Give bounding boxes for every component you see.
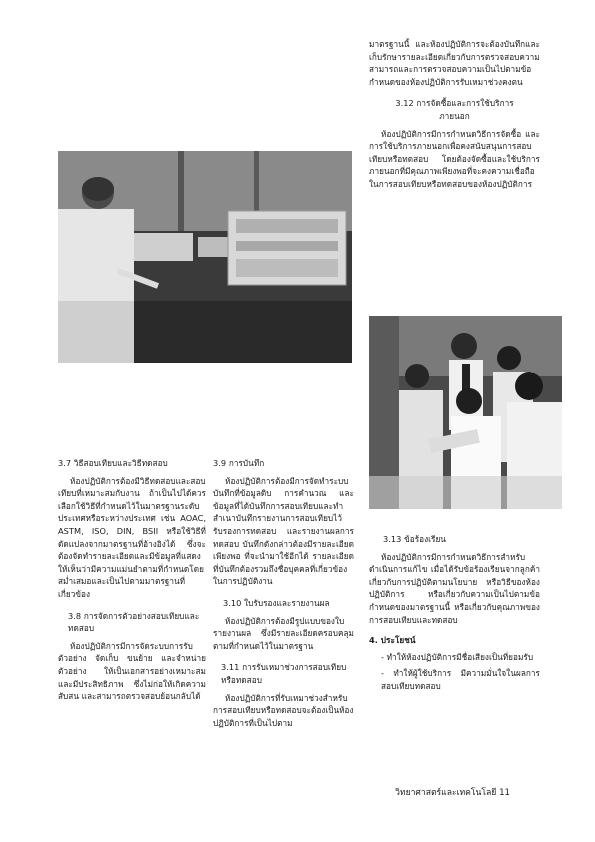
- lab-instrument-photo: [58, 151, 352, 363]
- bullet-reputation: - ทำให้ห้องปฏิบัติการมีชื่อเสียงเป็นที่ยอมรับ: [381, 651, 534, 662]
- heading-reports: 3.10 ใบรับรองและรายงานผล: [223, 597, 330, 608]
- middle-column: [213, 448, 354, 729]
- heading-records: 3.9 การบันทึก: [213, 458, 265, 468]
- paragraph-subcontract-continued: มาตรฐานนี้ และห้องปฏิบัติการจะต้องบันทึกและเก็บรักษารายละเอียดเกี่ยวกับการตรวจสอบความสามารถและการตรวจสอบความเป็นไปตามข้อกำหนดของห้องปฏิบัติการรับเหมาช่วงคงตน: [369, 39, 540, 87]
- paragraph-sample-handling: ห้องปฏิบัติการมีการจัดระบบการรับตัวอย่าง จัดเก็บ ขนย้าย และจำหน่ายตัวอย่าง ให้เป็นเอกสารอย่างเหมาะสมและมีประสิทธิภาพ ซึ่งไม่ก่อให้เกิดความสับสน และสามารถตรวจสอบย้อนกลับได้: [58, 640, 206, 702]
- heading-purchasing-services: 3.12 การจัดซื้อและการใช้บริการภายนอก: [395, 98, 514, 121]
- heading-benefits: 4. ประโยชน์: [369, 635, 416, 646]
- paragraph-subcontract: ห้องปฏิบัติการที่รับเหมาช่วงสำหรับการสอบเทียบหรือทดสอบจะต้องเป็นห้องปฏิบัติการที่เป็นไปตาม: [213, 692, 354, 728]
- lab-group-photo: [369, 316, 562, 509]
- right-column-top: [369, 38, 540, 191]
- paragraph-reports: ห้องปฏิบัติการต้องมีรูปแบบของใบรายงานผล ซึ่งมีรายละเอียดครอบคลุมตามที่กำหนดไว้ในมาตรฐาน: [213, 615, 354, 651]
- bullet-confidence: - ทำให้ผู้ใช้บริการ มีความมั่นใจในผลการสอบเทียบทดสอบ: [381, 668, 540, 691]
- paragraph-calibration-methods: ห้องปฏิบัติการต้องมีวิธีทดสอบและสอบเทียบที่เหมาะสมกับงาน ถ้าเป็นไปได้ควรเลือกใช้วิธีที่กำหนดไว้ในมาตรฐานระดับประเทศหรือระหว่างประเทศ เช่น AOAC, ASTM, ISO, DIN, BSII หรือใช้วิธีที่ดัดแปลงจากมาตรฐานที่อ้างอิงได้ ซึ่งจะต้องจัดทำรายละเอียดและมีข้อมูลที่แสดงให้เห็นว่ามีความแม่นยำตามที่กำหนดโดยสม่ำเสมอและเป็นไปตามมาตรฐานที่เกี่ยวข้อง: [58, 475, 206, 599]
- heading-sample-handling: 3.8 การจัดการตัวอย่างสอบเทียบและทดสอบ: [68, 610, 200, 634]
- lab-group-illustration: [369, 316, 562, 509]
- heading-subcontract: 3.11 การรับเหมาช่วงการสอบเทียบหรือทดสอบ: [221, 662, 347, 685]
- paragraph-purchasing-services: ห้องปฏิบัติการมีการกำหนดวิธีการจัดซื้อ และการใช้บริการภายนอกเพื่อคงสนับสนุนการสอบเทียบหรือทดสอบ โดยต้องจัดซื้อและใช้บริการภายนอกที่มีคุณภาพเพียงพอที่จะคงความเชื่อถือในการสอบเทียบหรือทดสอบของห้องปฏิบัติการ: [369, 128, 540, 189]
- paragraph-records: ห้องปฏิบัติการต้องมีการจัดทำระบบบันทึกที่ข้อมูลดิบ การคำนวณ และข้อมูลที่ได้บันทึกการสอบเทียบและทำสำเนาบันทึกรายงานการสอบเทียบไว้ รับรองการทดสอบ และรายงานผลการทดสอบ บันทึกดังกล่าวต้องมีรายละเอียดเพียงพอ ที่จะนำมาใช้อีกได้ รายละเอียดที่บันทึกต้องรวมถึงชื่อบุคคลที่เกี่ยวข้องในการปฏิบัติงาน: [213, 475, 354, 587]
- right-column-bottom: [369, 524, 540, 697]
- paragraph-complaints: ห้องปฏิบัติการมีการกำหนดวิธีการสำหรับดำเนินการแก้ไข เมื่อได้รับข้อร้องเรียนจากลูกค้า เกี่ยวกับการปฏิบัติตามนโยบาย หรือวิธีของห้องปฏิบัติการ หรือเกี่ยวกับความเป็นไปตามข้อกำหนดของมาตรฐานนี้ หรือเกี่ยวกับคุณภาพของการสอบเทียบและทดสอบ: [369, 551, 540, 625]
- left-column: [58, 448, 206, 703]
- lab-instrument-illustration: [58, 151, 352, 363]
- page-footer: วิทยาศาสตร์และเทคโนโลยี 11: [395, 788, 510, 798]
- heading-complaints: 3.13 ข้อร้องเรียน: [383, 534, 446, 544]
- heading-calibration-methods: 3.7 วิธีสอบเทียบและวิธีทดสอบ: [58, 458, 168, 468]
